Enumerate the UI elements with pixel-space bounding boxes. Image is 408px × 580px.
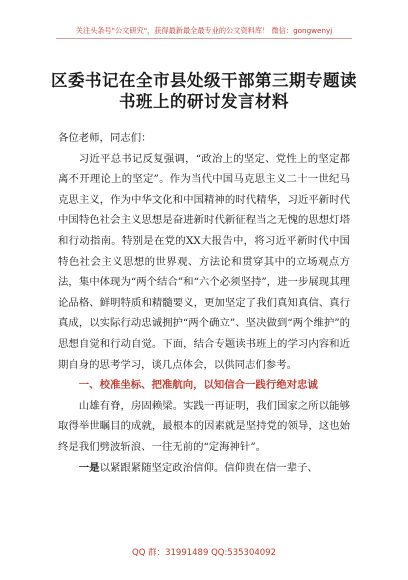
title-line-1: 区委书记在全市县处级干部第三期专题读 bbox=[51, 71, 357, 90]
salutation: 各位老师，同志们： bbox=[58, 132, 152, 144]
header-banner: 关注头条号"公文研究"，获得最新最全最专业的公文资料库！ 微信：gongwenyj bbox=[75, 26, 333, 35]
header-divider bbox=[56, 38, 352, 39]
paragraph-section-1: 山雄有脊，房固赖梁。实践一再证明，我们国家之所以能够取得举世瞩目的成就，最根本的因素就是坚持党的领导，这也始终是我们劈波斩浪、一往无前的“定海神针”。 bbox=[58, 399, 350, 453]
paragraph-intro: 习近平总书记反复强调，“政治上的坚定、党性上的坚定都离不开理论上的坚定”。作为当代中国马克思主义二十一世纪马克思主义，作为中华文化和中国精神的时代精华，习近平新时代中国特色社会主义思想是奋进新时代新征程当之无愧的思想灯塔和行动指南。特别是在党的XX大报告中，将习近平新时代中国特色社会主义思想的世界观、方法论和贯穿其中的立场观点方法，集中体现为“两个结合”和“六个必须坚持”，进一步展现其理论品格、鲜明特质和精髓要义，更加坚定了我们真知真信、真行真成，以实际行动忠诚拥护“两个确立”、坚决做到“两个维护”的思想自觉和行动自觉。下面，结合专题读书班上的学习内容和近期自身的思考学习，谈几点体会，以供同志们参考。 bbox=[58, 152, 350, 371]
paragraph-point-1 bbox=[58, 458, 350, 479]
document-title bbox=[0, 70, 408, 112]
point-lead: 一是 bbox=[78, 461, 100, 474]
title-line-2: 书班上的研讨发言材料 bbox=[119, 92, 289, 111]
section-heading-1: 一、校准坐标、把准航向，以知信合一践行绝对忠诚 bbox=[78, 379, 318, 392]
point-text: 以紧跟紧随坚定政治信仰。信仰贵在信一辈子、 bbox=[99, 461, 318, 474]
footer-contact: QQ 群：31991489 QQ:535304092 bbox=[132, 548, 276, 558]
document-body bbox=[58, 128, 350, 478]
